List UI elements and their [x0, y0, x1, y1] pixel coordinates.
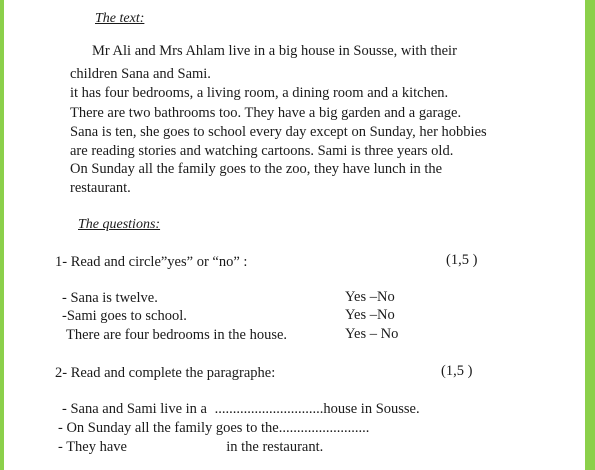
q1-yes-no-options[interactable]: Yes – No — [345, 326, 399, 342]
page-border-right — [585, 0, 595, 470]
q1-yes-no-options[interactable]: Yes –No — [345, 307, 395, 323]
q2-item-text-before: - On Sunday all the family goes to the — [58, 420, 279, 436]
text-heading: The text: — [95, 11, 145, 26]
q1-statement: - Sana is twelve. — [62, 290, 158, 306]
paragraph-line: Sana is ten, she goes to school every day except on Sunday, her hobbies — [70, 124, 487, 140]
q2-item-text-after: house in Sousse. — [323, 401, 420, 417]
page-border-left — [0, 0, 4, 470]
paragraph-line: On Sunday all the family goes to the zoo, they have lunch in the — [70, 161, 443, 177]
questions-heading: The questions: — [78, 217, 161, 232]
paragraph-line: There are two bathrooms too. They have a big garden and a garage. — [70, 105, 462, 121]
paragraph-line: it has four bedrooms, a living room, a dining room and a kitchen. — [70, 85, 449, 101]
paragraph-line: Mr Ali and Mrs Ahlam live in a big house in Sousse, with their — [92, 43, 457, 59]
paragraph-line: children Sana and Sami. — [70, 66, 211, 82]
q2-item-text-before: - Sana and Sami live in a — [62, 401, 207, 417]
paragraph-line: restaurant. — [70, 180, 131, 196]
q2-item — [58, 440, 323, 455]
q2-blank[interactable]: ......................... — [278, 420, 370, 436]
paragraph-line: are reading stories and watching cartoons. Sami is three years old. — [70, 143, 454, 159]
q2-item-text-after: in the restaurant. — [226, 439, 324, 455]
q1-statement: -Sami goes to school. — [62, 308, 187, 324]
q2-item — [62, 402, 420, 417]
q2-item-text-before: - They have — [58, 439, 127, 455]
q1-statement: There are four bedrooms in the house. — [66, 327, 288, 343]
question-1-marks: (1,5 ) — [446, 252, 478, 268]
question-2-marks: (1,5 ) — [441, 363, 473, 379]
q2-blank[interactable]: .............................. — [214, 401, 324, 417]
q1-yes-no-options[interactable]: Yes –No — [345, 289, 395, 305]
question-1-prompt: 1- Read and circle”yes” or “no” : — [55, 254, 248, 270]
question-2-prompt: 2- Read and complete the paragraphe: — [55, 365, 276, 381]
q2-item — [58, 421, 369, 436]
